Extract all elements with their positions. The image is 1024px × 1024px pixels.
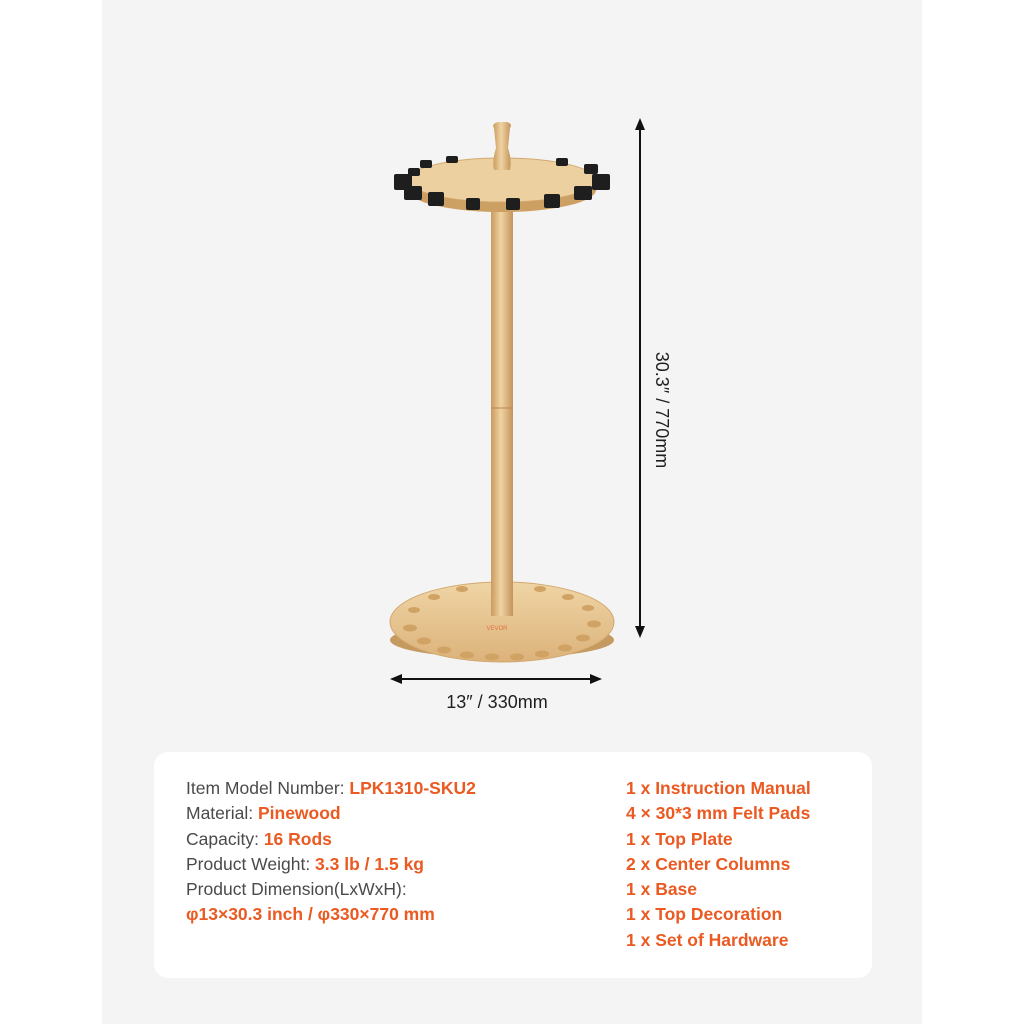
package-item: 1 x Set of Hardware	[626, 929, 789, 950]
spec-weight	[186, 852, 476, 877]
package-item: 1 x Instruction Manual	[626, 778, 811, 798]
spec-dimension-label: Product Dimension(LxWxH):	[186, 879, 407, 900]
spec-model	[186, 776, 476, 801]
height-label: 30.3″ / 770mm	[652, 351, 672, 469]
spec-value: LPK1310-SKU2	[349, 778, 476, 798]
spec-label: Product Weight:	[186, 853, 316, 874]
spec-dimension-value: φ13×30.3 inch / φ330×770 mm	[186, 904, 435, 925]
package-item: 1 x Base	[626, 879, 698, 900]
height-dimension	[635, 118, 672, 638]
center-column	[491, 196, 513, 616]
spec-value: 16 Rods	[263, 828, 332, 849]
width-dimension	[390, 674, 602, 712]
spec-value: Pinewood	[257, 803, 341, 824]
spec-card	[154, 752, 872, 978]
package-item: 4 × 30*3 mm Felt Pads	[626, 803, 811, 824]
spec-list	[186, 776, 476, 928]
spec-material	[186, 801, 476, 826]
package-contents	[626, 776, 811, 953]
package-item: 1 x Top Plate	[626, 828, 733, 849]
brand-mark: VEVOR	[486, 626, 508, 632]
spec-label: Item Model Number:	[186, 778, 350, 798]
top-decoration	[493, 122, 511, 170]
package-item: 2 x Center Columns	[626, 853, 791, 874]
spec-capacity	[186, 827, 476, 852]
width-label: 13″ / 330mm	[446, 692, 548, 712]
spec-value: 3.3 lb / 1.5 kg	[315, 853, 424, 874]
spec-label: Material:	[186, 803, 258, 824]
spec-label: Capacity:	[186, 828, 264, 849]
package-item: 1 x Top Decoration	[626, 904, 783, 925]
